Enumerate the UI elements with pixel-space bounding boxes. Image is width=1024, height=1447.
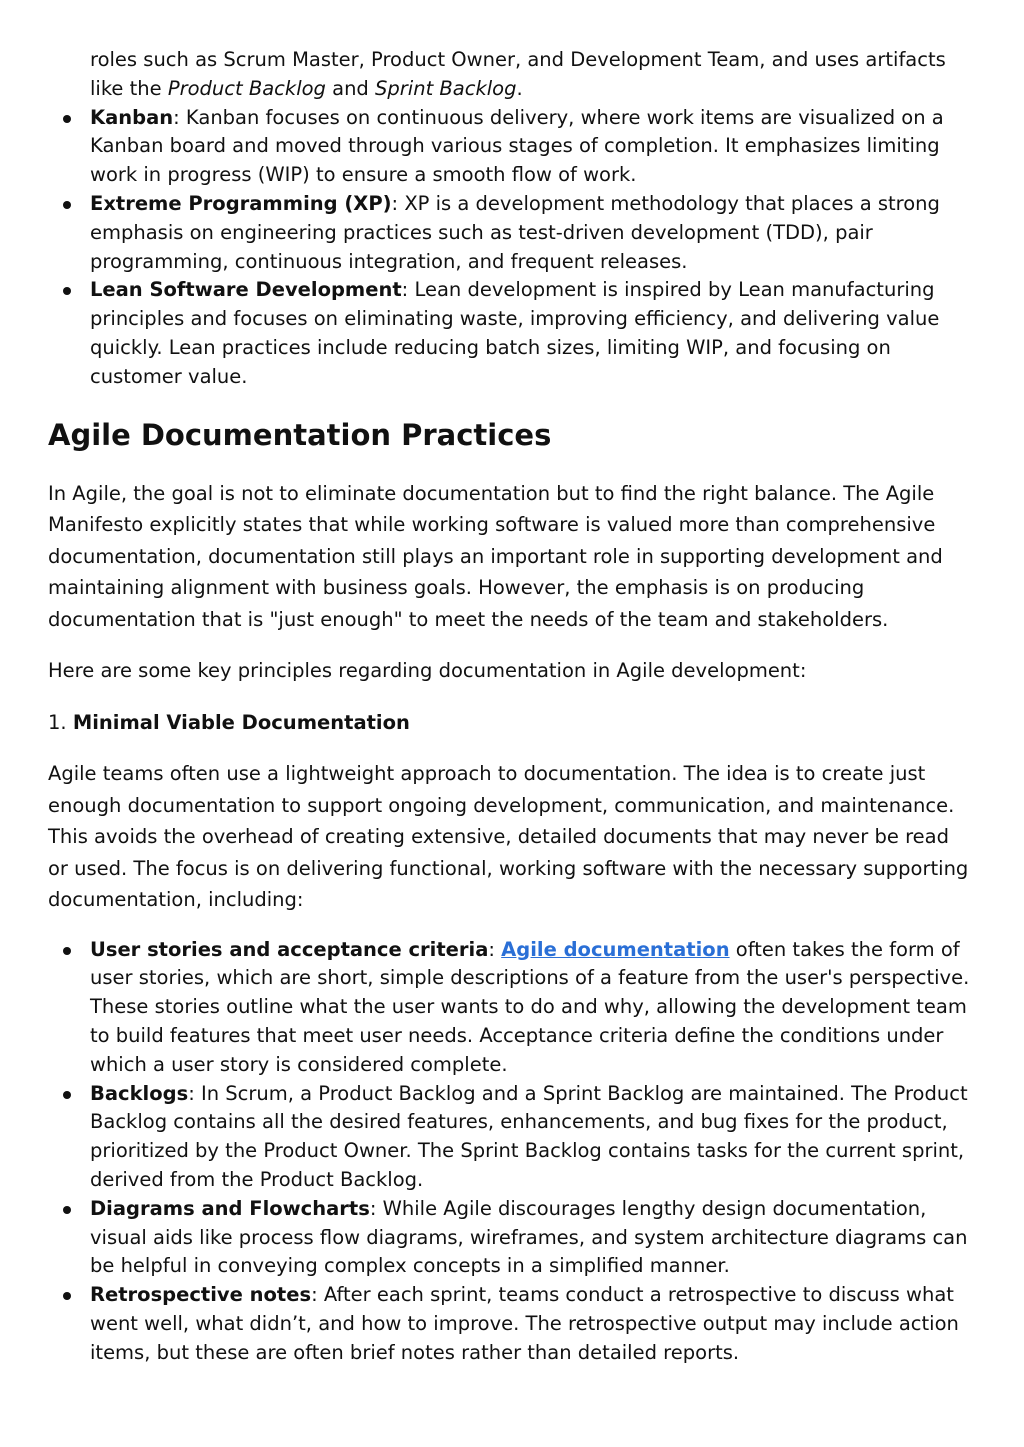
principle-number: 1. (48, 710, 73, 734)
list-item-scrum-continuation (48, 46, 973, 104)
principle-heading (48, 707, 973, 739)
document-page (48, 46, 973, 1368)
list-item-text: : Kanban focuses on continuous delivery, where work items are visualized on a Kanban board and moved through various stages of completion. It emphasizes limiting work in progress (WIP) to ensure a smooth flow of work. (90, 105, 944, 187)
agile-documentation-link[interactable]: Agile documentation (501, 937, 730, 961)
intro-paragraph: In Agile, the goal is not to eliminate documentation but to find the right balance. The Agile Manifesto explicitly states that while working software is valued more than comprehensive documentation, documentation still plays an important role in supporting development and maintaining alignment with business goals. However, the emphasis is on producing documentation that is "just enough" to meet the needs of the team and stakeholders. (48, 481, 943, 631)
section-heading: Agile Documentation Practices (48, 417, 552, 452)
list-item-term: User stories and acceptance criteria (90, 937, 489, 961)
list-item-user-stories (48, 936, 973, 1080)
list-item-term: Extreme Programming (XP) (90, 191, 392, 215)
list-item-text: : XP is a development methodology that places a strong emphasis on engineering practices such as test-driven development (TDD), pair programming, continuous integration, and frequent releases. (90, 191, 940, 273)
list-item-kanban (48, 104, 973, 190)
list-item-lean (48, 276, 973, 391)
list-item-diagrams (48, 1195, 973, 1281)
list-item-term: Backlogs (90, 1081, 189, 1105)
sprint-backlog-term: Sprint Backlog (375, 76, 517, 100)
list-item-text: : In Scrum, a Product Backlog and a Sprint Backlog are maintained. The Product Backlog contains all the desired features, enhancements, and bug fixes for the product, prioritized by the Product Owner. The Sprint Backlog contains tasks for the current sprint, derived from the Product Backlog. (90, 1081, 968, 1191)
methodology-list (48, 46, 973, 392)
principle-body-paragraph: Agile teams often use a lightweight approach to documentation. The idea is to create just enough documentation to support ongoing development, communication, and maintenance. This avoids the overhead of creating extensive, detailed documents that may never be read or used. The focus is on delivering functional, working software with the necessary supporting documentation, including: (48, 762, 969, 912)
principles-intro-paragraph: Here are some key principles regarding documentation in Agile development: (48, 659, 807, 683)
list-item-text: often takes the form of user stories, which are short, simple descriptions of a feature from the user's perspective. These stories outline what the user wants to do and why, allowing the development team to build features that meet user needs. Acceptance criteria define the conditions under which a user story is considered complete. (90, 937, 970, 1076)
list-item-term: Diagrams and Flowcharts (90, 1196, 370, 1220)
documentation-types-list (48, 936, 973, 1368)
principle-title: Minimal Viable Documentation (72, 710, 410, 734)
product-backlog-term: Product Backlog (167, 76, 326, 100)
list-item-term: Lean Software Development (90, 278, 402, 302)
and-text: and (325, 76, 376, 100)
list-item-text: : Lean development is inspired by Lean manufacturing principles and focuses on eliminating waste, improving efficiency, and delivering value quickly. Lean practices include reducing batch sizes, limiting WIP, and focusing on customer value. (90, 278, 940, 388)
list-item-retrospective (48, 1281, 973, 1367)
list-item-term: Retrospective notes (90, 1283, 312, 1307)
period-text: . (516, 76, 523, 100)
list-item-separator: : (488, 937, 502, 961)
list-item-backlogs (48, 1080, 973, 1195)
list-item-text: : After each sprint, teams conduct a retrospective to discuss what went well, what didn’t, and how to improve. The retrospective output may include action items, but these are often brief notes rather than detailed reports. (90, 1283, 959, 1364)
scrum-continuation-text: roles such as Scrum Master, Product Owner, and Development Team, and uses artifacts like the (90, 48, 946, 100)
list-item-term: Kanban (90, 105, 174, 129)
list-item-text: : While Agile discourages lengthy design documentation, visual aids like process flow diagrams, wireframes, and system architecture diagrams can be helpful in conveying complex concepts in a simplified manner. (90, 1196, 968, 1278)
list-item-xp (48, 190, 973, 276)
